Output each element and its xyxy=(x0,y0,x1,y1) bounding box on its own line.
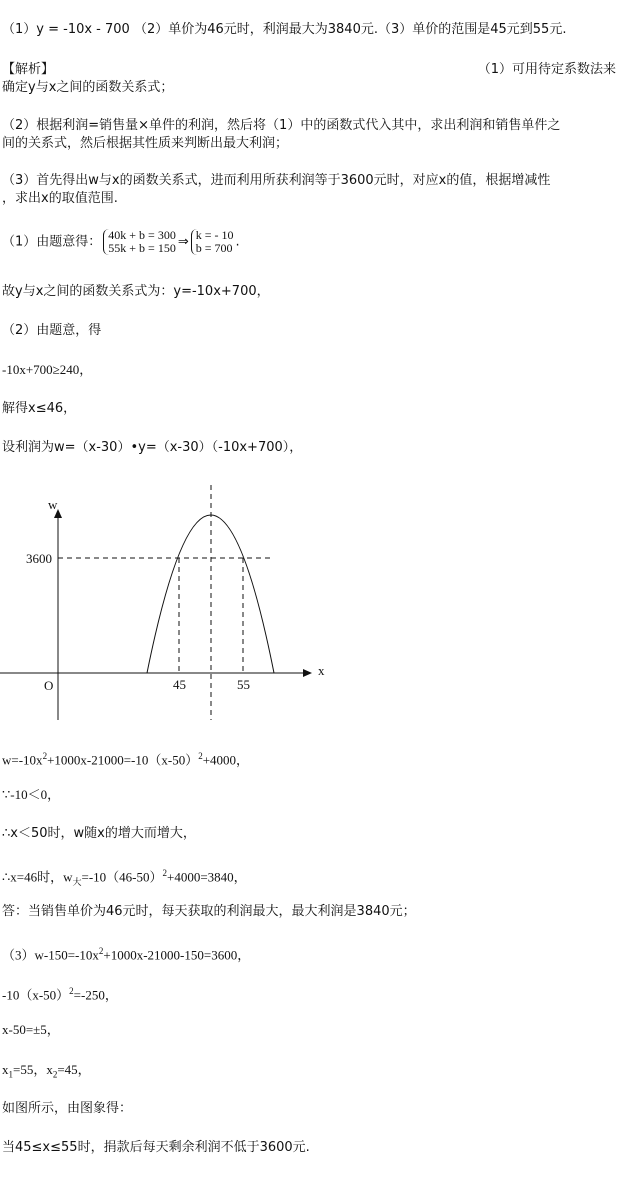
s3-step2: x-50=±5， xyxy=(2,1022,60,1037)
analysis-p2a: （2）根据利润=销售量×单件的利润，然后将（1）中的函数式代入其中，求出利润和销售单件之 xyxy=(2,118,561,133)
eq2: 55k + b = 150 xyxy=(108,241,176,255)
s2-answer: 答：当销售单价为46元时，每天获取的利润最大，最大利润是3840元； xyxy=(2,904,416,919)
equation-system xyxy=(103,229,176,255)
s1-result: 故y与x之间的函数关系式为：y=-10x+700， xyxy=(2,284,270,299)
y-tick-3600: 3600 xyxy=(26,551,52,566)
sol2: b = 700 xyxy=(195,241,233,255)
solution-system xyxy=(191,229,234,255)
s1-end: . xyxy=(235,234,240,250)
x-tick-55: 55 xyxy=(237,677,250,692)
s2-max: ∴x=46时，$w_大=-10(46-50)^2+4000=3840$， xyxy=(2,868,247,887)
s2-therefore: ∴x＜50时，w随x的增大而增大， xyxy=(2,826,196,841)
eq1: 40k + b = 300 xyxy=(108,228,176,242)
x-tick-45: 45 xyxy=(173,677,186,692)
s3-step1: $-10(x-50)^2=-250$， xyxy=(2,986,118,1003)
s2-inequality: -10x+700≥240， xyxy=(2,362,93,377)
answer-summary: （1）y = -10x - 700 （2）单价为46元时，利润最大为3840元.（3）单价的范围是45元到55元. xyxy=(2,22,567,37)
x-axis-label: x xyxy=(318,663,325,678)
x-axis-arrow xyxy=(303,669,312,677)
equation-system-line xyxy=(2,229,240,255)
parabola-figure xyxy=(0,477,340,727)
s2-solve: 解得x≤46， xyxy=(2,401,77,416)
implies-arrow: ⇒ xyxy=(177,234,189,250)
s3-equation: $(3)w-150=-10x^2+1000x-21000-150=3600$， xyxy=(2,946,251,963)
s3-conclusion: 当45≤x≤55时，捐款后每天剩余利润不低于3600元. xyxy=(2,1140,310,1155)
analysis-title: 【解析】 xyxy=(2,62,55,77)
s2-w-expression: $w=-10x^2+1000x-21000=-10(x-50)^2+4000$， xyxy=(2,751,250,768)
analysis-p3b: ，求出x的取值范围. xyxy=(2,191,118,206)
s2-because: ∵-10＜0， xyxy=(2,787,61,802)
analysis-p1-right: （1）可用待定系数法来 xyxy=(477,62,616,77)
s2-intro: （2）由题意，得 xyxy=(2,323,102,338)
analysis-p3a: （3）首先得出w与x的函数关系式，进而利用所获利润等于3600元时，对应x的值，根据增减性 xyxy=(2,173,551,188)
s2-profit-def: 设利润为w=（x-30）•y=（x-30）（-10x+700）， xyxy=(2,440,303,455)
w-axis-label: w xyxy=(48,497,58,512)
s1-prefix: （1）由题意得： xyxy=(2,234,102,250)
analysis-p1-cont: 确定y与x之间的函数关系式； xyxy=(2,80,174,95)
analysis-p2b: 间的关系式，然后根据其性质来判断出最大利润； xyxy=(2,136,289,151)
s3-graph-note: 如图所示，由图象得： xyxy=(2,1101,133,1116)
s3-roots: $x_1=55$，$x_2=45$， xyxy=(2,1062,91,1080)
origin-label: O xyxy=(44,678,54,693)
sol1: k = - 10 xyxy=(195,228,234,242)
